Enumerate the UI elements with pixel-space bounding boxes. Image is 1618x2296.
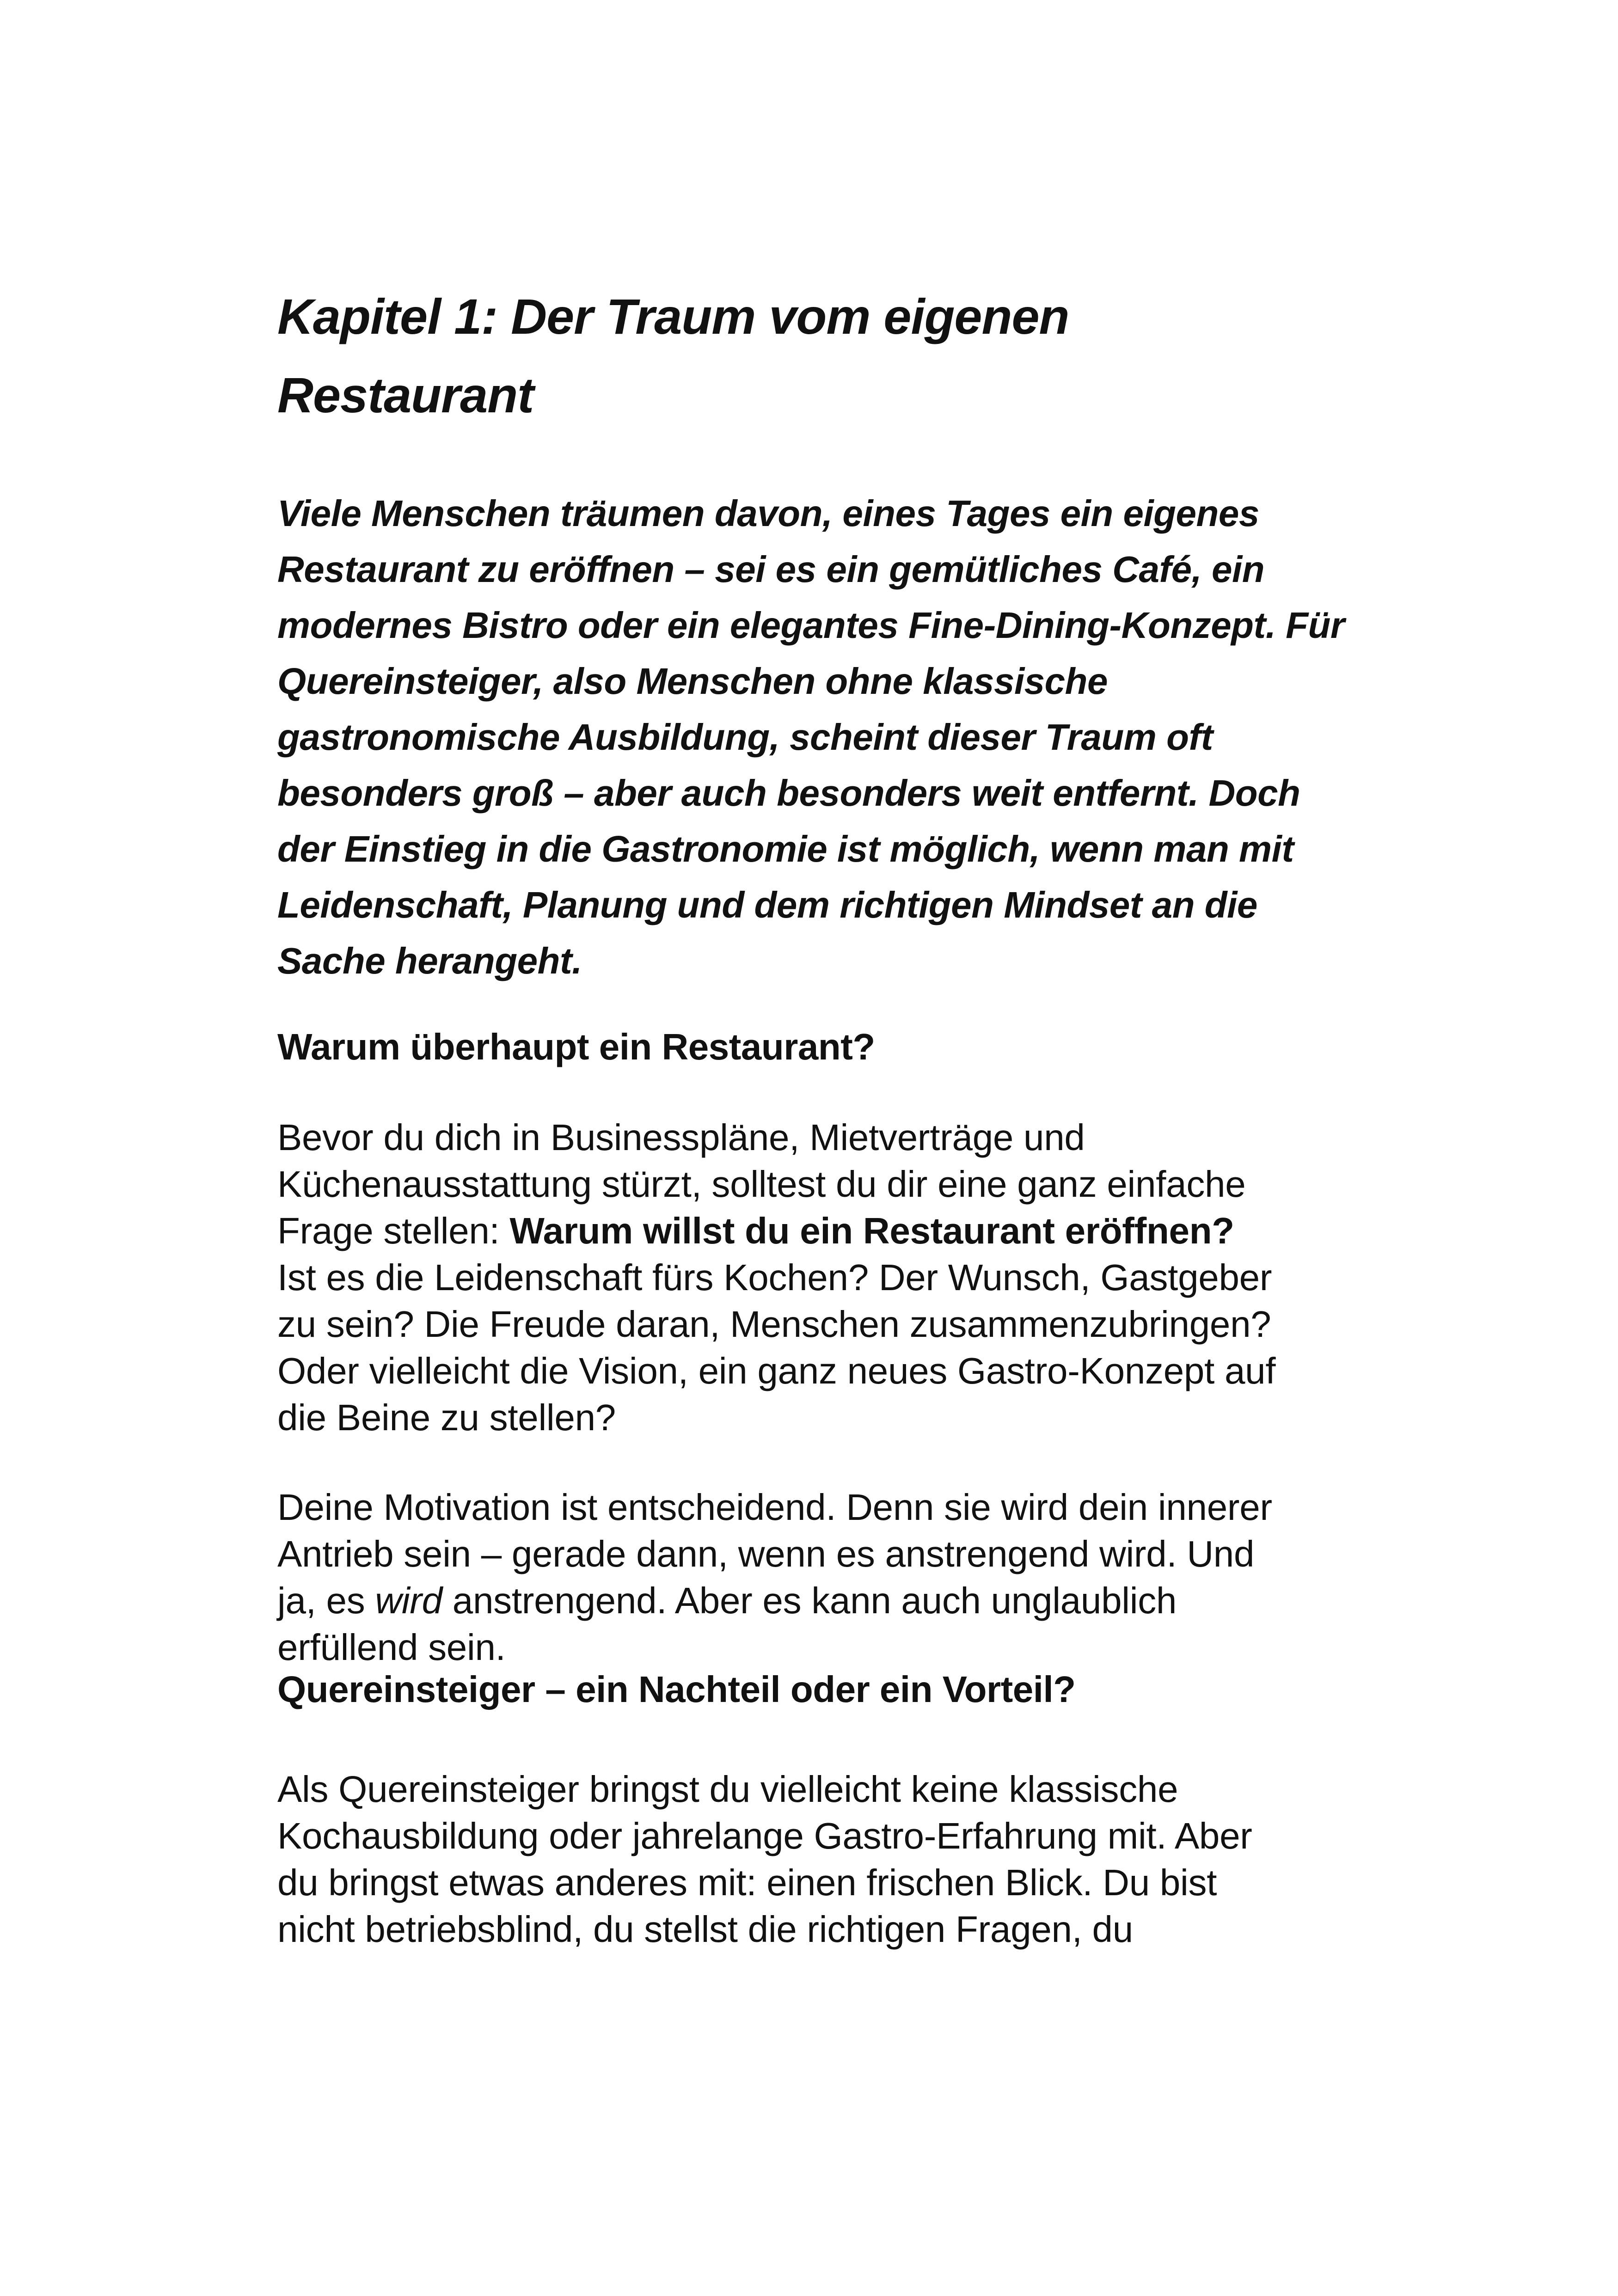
paragraph-line: zu sein? Die Freude daran, Menschen zusammenzubringen? [277,1304,1271,1345]
section-heading-why: Warum überhaupt ein Restaurant? [277,1026,875,1067]
paragraph-line: du bringst etwas anderes mit: einen frischen Blick. Du bist [277,1862,1217,1903]
paragraph-line: Ist es die Leidenschaft fürs Kochen? Der Wunsch, Gastgeber [277,1257,1272,1298]
intro-line: Restaurant zu eröffnen – sei es ein gemütliches Café, ein [277,549,1265,590]
intro-line: gastronomische Ausbildung, scheint dieser Traum oft [277,716,1213,758]
chapter-title-line: Restaurant [277,367,534,423]
paragraph-line: erfüllend sein. [277,1627,506,1668]
intro-line: der Einstieg in die Gastronomie ist möglich, wenn man mit [277,828,1294,869]
paragraph-text: Frage stellen: [277,1210,510,1251]
intro-line: modernes Bistro oder ein elegantes Fine-Dining-Konzept. Für [277,605,1345,646]
paragraph-line: Deine Motivation ist entscheidend. Denn sie wird dein innerer [277,1487,1272,1528]
paragraph-text: anstrengend. Aber es kann auch unglaublich [442,1580,1177,1621]
intro-line: Quereinsteiger, also Menschen ohne klassische [277,661,1108,702]
section-why-paragraph-2 [277,1484,1368,1671]
paragraph-line: Oder vielleicht die Vision, ein ganz neues Gastro-Konzept auf [277,1350,1276,1391]
paragraph-line: Kochausbildung oder jahrelange Gastro-Erfahrung mit. Aber [277,1815,1252,1856]
intro-line: Sache herangeht. [277,940,582,981]
chapter-title-line: Kapitel 1: Der Traum vom eigenen [277,288,1069,344]
paragraph-text: ja, es [277,1580,375,1621]
paragraph-line: die Beine zu stellen? [277,1397,616,1438]
section-heading-career-changer: Quereinsteiger – ein Nachteil oder ein Vorteil? [277,1669,1076,1710]
intro-line: Viele Menschen träumen davon, eines Tages ein eigenes [277,493,1259,534]
intro-line: Leidenschaft, Planung und dem richtigen Mindset an die [277,884,1257,925]
intro-line: besonders groß – aber auch besonders weit entfernt. Doch [277,772,1300,814]
paragraph-line: Antrieb sein – gerade dann, wenn es anstrengend wird. Und [277,1533,1255,1574]
emphasized-word: wird [375,1580,442,1621]
intro-paragraph [277,485,1368,989]
paragraph-line [277,1577,1368,1624]
emphasized-question: Warum willst du ein Restaurant eröffnen? [509,1210,1234,1251]
chapter-title [277,277,1368,435]
section-why-paragraph-1 [277,1114,1368,1441]
paragraph-line: Als Quereinsteiger bringst du vielleicht keine klassische [277,1769,1178,1810]
paragraph-line: nicht betriebsblind, du stellst die richtigen Fragen, du [277,1909,1133,1950]
paragraph-line [277,1207,1368,1254]
paragraph-line: Bevor du dich in Businesspläne, Mietverträge und [277,1117,1085,1158]
paragraph-line: Küchenausstattung stürzt, solltest du dir eine ganz einfache [277,1163,1246,1205]
section-career-changer-paragraph-1 [277,1766,1368,1953]
